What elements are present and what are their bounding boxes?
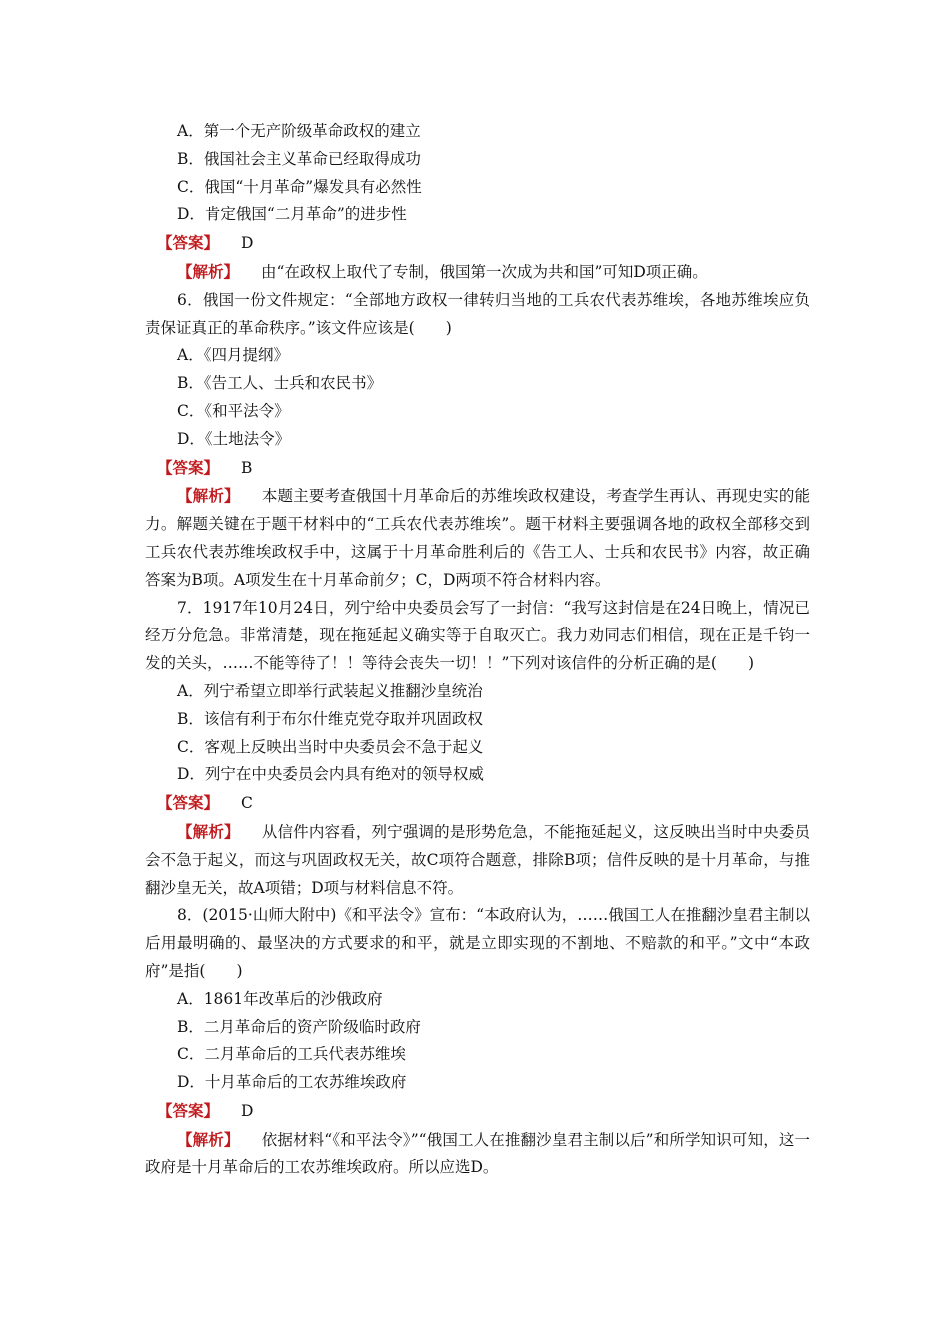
answer-value: B bbox=[241, 458, 253, 477]
explanation-label: 【解析】 bbox=[177, 821, 240, 841]
q6-explanation bbox=[145, 482, 810, 594]
q7-option-d: D．列宁在中央委员会内具有绝对的领导权威 bbox=[177, 765, 484, 784]
q8-stem: 8．(2015·山师大附中)《和平法令》宣布：“本政府认为，……俄国工人在推翻沙皇君主制以后用最明确的、最坚决的方式要求的和平，就是立即实现的不割地、不赔款的和平。”文中“本政府”是指( ) bbox=[145, 906, 810, 980]
explanation-label: 【解析】 bbox=[177, 486, 240, 506]
q8-option-a: A．1861年改革后的沙俄政府 bbox=[177, 989, 383, 1008]
answer-label: 【答案】 bbox=[157, 233, 220, 253]
answer-label: 【答案】 bbox=[157, 1100, 220, 1120]
explanation-text: 本题主要考查俄国十月革命后的苏维埃政权建设，考查学生再认、再现史实的能力。解题关键在于题干材料中的“工兵农代表苏维埃”。题干材料主要强调各地的政权全部移交到工兵农代表苏维埃政权手中，这属于十月革命胜利后的《告工人、士兵和农民书》内容，故正确答案为B项。A项发生在十月革命前夕；C，D两项不符合材料内容。 bbox=[145, 487, 810, 589]
q5-explanation bbox=[145, 258, 810, 287]
q6-option-d: D．《土地法令》 bbox=[177, 429, 291, 448]
q8-option-d: D．十月革命后的工农苏维埃政府 bbox=[177, 1073, 407, 1092]
explanation-text: 从信件内容看，列宁强调的是形势危急，不能拖延起义，这反映出当时中央委员会不急于起义，而这与巩固政权无关，故C项符合题意，排除B项；信件反映的是十月革命，与推翻沙皇无关，故A项错；D项与材料信息不符。 bbox=[145, 822, 810, 897]
q6-option-c: C．《和平法令》 bbox=[177, 401, 290, 420]
q5-option-c: C．俄国“十月革命”爆发具有必然性 bbox=[177, 177, 422, 196]
q5-option-d: D．肯定俄国“二月革命”的进步性 bbox=[177, 205, 407, 224]
q7-answer bbox=[145, 789, 810, 818]
q6-stem: 6．俄国一份文件规定：“全部地方政权一律转归当地的工兵农代表苏维埃，各地苏维埃应负责保证真正的革命秩序。”该文件应该是( ) bbox=[145, 290, 810, 337]
document-page bbox=[145, 118, 810, 1182]
answer-label: 【答案】 bbox=[157, 793, 220, 813]
answer-value: C bbox=[241, 794, 253, 813]
q5-answer bbox=[145, 229, 810, 258]
explanation-label: 【解析】 bbox=[177, 261, 240, 281]
q8-option-b: B．二月革命后的资产阶级临时政府 bbox=[177, 1017, 421, 1036]
q5-option-a: A．第一个无产阶级革命政权的建立 bbox=[177, 122, 421, 140]
answer-label: 【答案】 bbox=[157, 457, 220, 477]
q8-answer bbox=[145, 1097, 810, 1126]
q7-stem: 7．1917年10月24日，列宁给中央委员会写了一封信：“我写这封信是在24日晚上，情况已经万分危急。非常清楚，现在拖延起义确实等于自取灭亡。我力劝同志们相信，现在正是千钧一发的关头，……不能等待了！！等待会丧失一切！！”下列对该信件的分析正确的是( ) bbox=[145, 598, 810, 673]
explanation-text: 依据材料“《和平法令》”“俄国工人在推翻沙皇君主制以后”和所学知识可知，这一政府是十月革命后的工农苏维埃政府。所以应选D。 bbox=[145, 1130, 810, 1177]
q8-option-c: C．二月革命后的工兵代表苏维埃 bbox=[177, 1045, 406, 1064]
q5-option-b: B．俄国社会主义革命已经取得成功 bbox=[177, 149, 421, 168]
answer-value: D bbox=[241, 1101, 254, 1120]
explanation-label: 【解析】 bbox=[177, 1129, 240, 1149]
q7-option-a: A．列宁希望立即举行武装起义推翻沙皇统治 bbox=[177, 681, 483, 700]
q7-option-b: B．该信有利于布尔什维克党夺取并巩固政权 bbox=[177, 709, 483, 728]
q6-option-b: B．《告工人、士兵和农民书》 bbox=[177, 374, 383, 393]
q6-answer bbox=[145, 454, 810, 483]
answer-value: D bbox=[241, 234, 254, 253]
q6-option-a: A．《四月提纲》 bbox=[177, 346, 289, 365]
q7-explanation bbox=[145, 818, 810, 902]
explanation-text: 由“在政权上取代了专制，俄国第一次成为共和国”可知D项正确。 bbox=[261, 262, 708, 281]
q8-explanation bbox=[145, 1126, 810, 1183]
q7-option-c: C．客观上反映出当时中央委员会不急于起义 bbox=[177, 737, 484, 756]
